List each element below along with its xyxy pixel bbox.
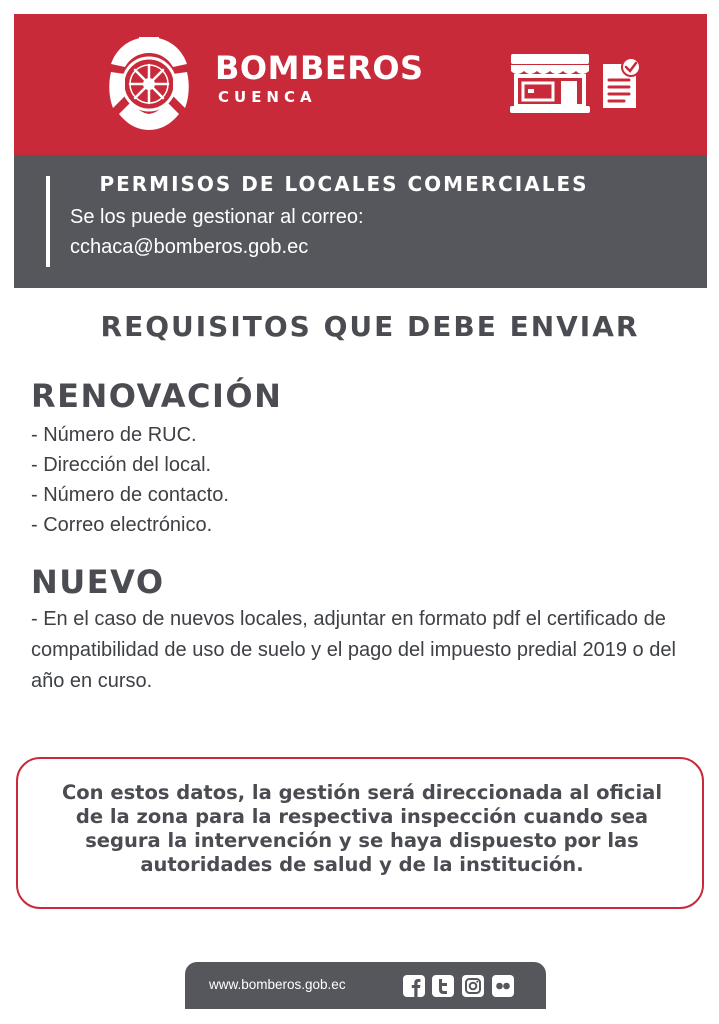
flickr-icon[interactable]: [492, 975, 514, 997]
instagram-icon[interactable]: [462, 975, 484, 997]
contact-email-link[interactable]: cchaca@bomberos.gob.ec: [70, 236, 309, 258]
notice-box: [16, 757, 704, 909]
nuevo-description: - En el caso de nuevos locales, adjuntar en formato pdf el certificado de compatibilidad de uso de suelo y el pago del impuesto predial 2019 o del año en curso.: [31, 608, 676, 692]
brand-subtitle: CUENCA: [218, 88, 317, 106]
footer-bar: [185, 962, 546, 1009]
firefighter-emblem-icon: [107, 34, 191, 132]
website-link[interactable]: www.bomberos.gob.ec: [209, 977, 346, 992]
list-item: - Número de RUC.: [31, 424, 197, 446]
nuevo-heading: NUEVO: [31, 563, 165, 601]
notice-text: Con estos datos, la gestión será direccionada al oficial de la zona para la respectiva inspección cuando sea segura la intervención y se haya dispuesto por las autoridades de salud y de la institución.: [61, 781, 663, 876]
renovacion-heading: RENOVACIÓN: [31, 377, 283, 415]
contact-instruction: Se los puede gestionar al correo:: [70, 206, 364, 228]
document-check-icon: [600, 56, 642, 112]
store-icon: [509, 52, 591, 114]
list-item: - Número de contacto.: [31, 484, 229, 506]
permits-info-band: [14, 155, 707, 288]
twitter-icon[interactable]: [432, 975, 454, 997]
facebook-icon[interactable]: [403, 975, 425, 997]
permits-title: PERMISOS DE LOCALES COMERCIALES: [99, 172, 589, 196]
renovacion-list: [31, 420, 229, 540]
brand-name: BOMBEROS: [215, 49, 424, 87]
list-item: - Dirección del local.: [31, 454, 212, 476]
list-item: - Correo electrónico.: [31, 514, 213, 536]
info-accent-bar: [46, 176, 50, 267]
header-banner: [14, 14, 707, 155]
requirements-title: REQUISITOS QUE DEBE ENVIAR: [100, 310, 640, 343]
